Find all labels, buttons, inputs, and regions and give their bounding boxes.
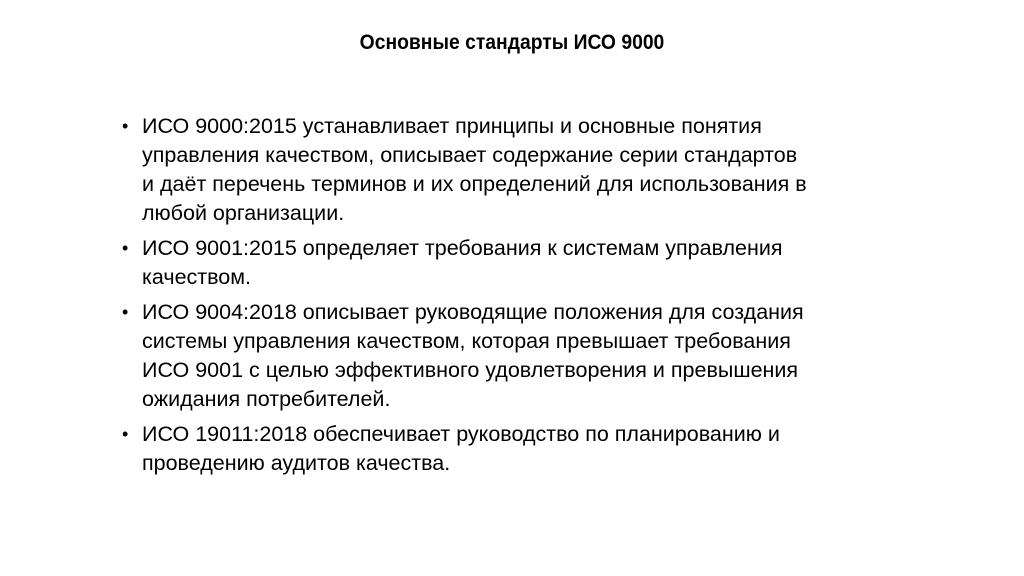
slide-title: Основные стандарты ИСО 9000 [359, 31, 665, 54]
bullet-item-iso-19011 [122, 420, 912, 478]
bullet-list [122, 112, 912, 484]
bullet-item-iso-9000 [122, 112, 912, 228]
bullet-icon: • [122, 238, 129, 258]
bullet-item-iso-9001 [122, 234, 912, 292]
bullet-text: ИСО 9001:2015 определяет требования к системам управления качеством. [142, 236, 783, 289]
bullet-text: ИСО 19011:2018 обеспечивает руководство по планированию и проведению аудитов качества. [142, 422, 780, 475]
bullet-item-iso-9004 [122, 298, 912, 414]
bullet-icon: • [122, 424, 129, 444]
bullet-icon: • [122, 116, 129, 136]
bullet-text: ИСО 9000:2015 устанавливает принципы и основные понятия управления качеством, описывает содержание серии стандартов и даёт перечень терминов и их определений для использования в любой организации. [142, 114, 807, 225]
bullet-text: ИСО 9004:2018 описывает руководящие положения для создания системы управления качеством, которая превышает требования ИСО 9001 с целью эффективного удовлетворения и превышения ожидания потребителей. [142, 300, 804, 411]
bullet-icon: • [122, 302, 129, 322]
